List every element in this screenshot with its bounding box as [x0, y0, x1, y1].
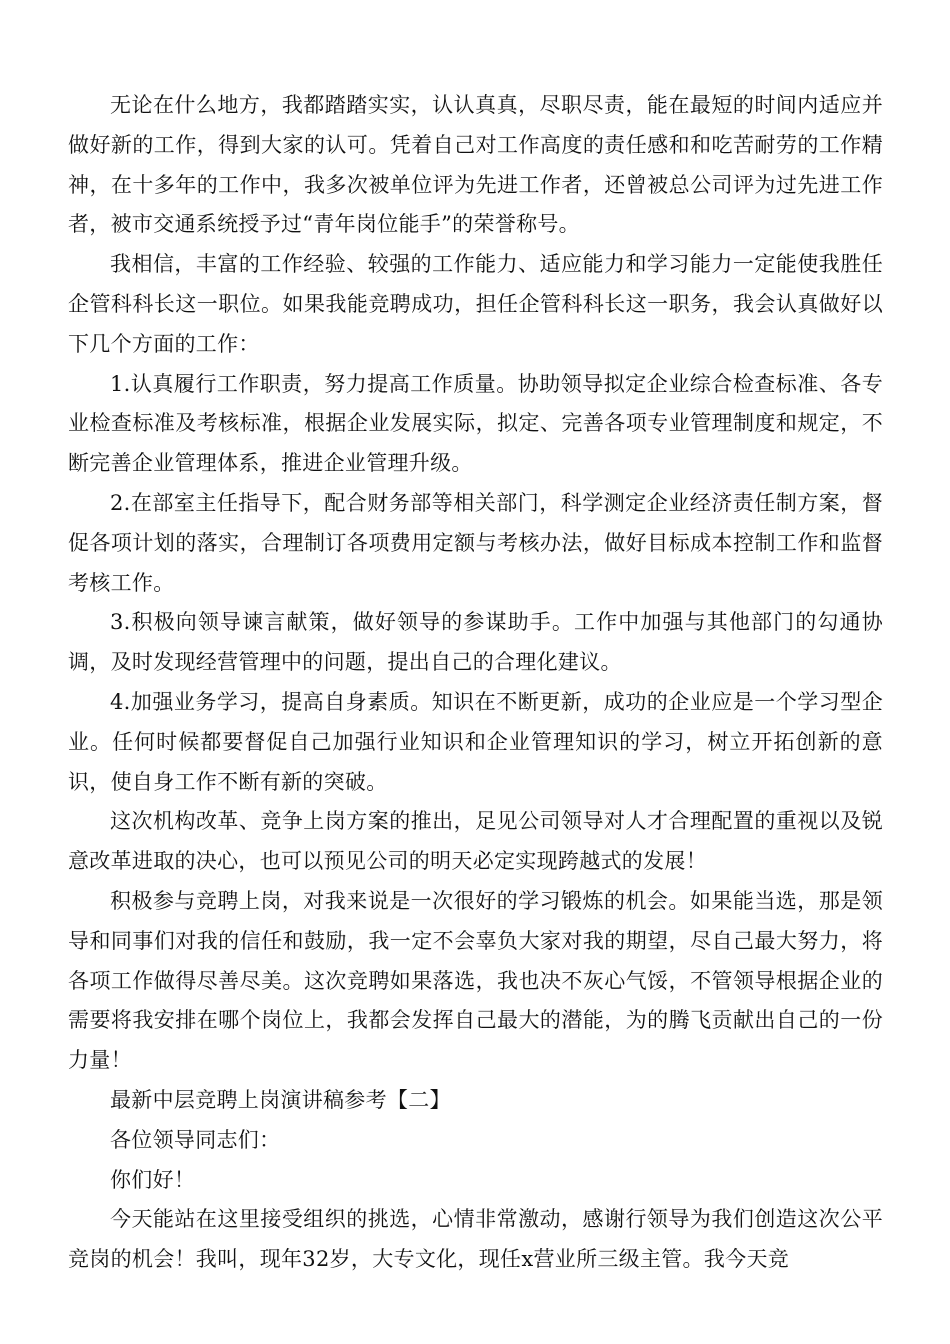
paragraph-item-2: 2.在部室主任指导下，配合财务部等相关部门，科学测定企业经济责任制方案，督促各项计划的落实，合理制订各项费用定额与考核办法，做好目标成本控制工作和监督考核工作。 — [68, 490, 883, 595]
paragraph-work-attitude: 无论在什么地方，我都踏踏实实，认认真真，尽职尽责，能在最短的时间内适应并做好新的工作，得到大家的认可。凭着自己对工作高度的责任感和和吃苦耐劳的工作精神，在十多年的工作中，我多次被单位评为先进工作者，还曾被总公司评为过先进工作者，被市交通系统授予过“青年岗位能手”的荣誉称号。 — [68, 93, 883, 237]
paragraph-participation: 积极参与竞聘上岗，对我来说是一次很好的学习锻炼的机会。如果能当选，那是领导和同事们对我的信任和鼓励，我一定不会辜负大家对我的期望，尽自己最大努力，将各项工作做得尽善尽美。这次竞聘如果落选，我也决不灰心气馁，不管领导根据企业的需要将我安排在哪个岗位上，我都会发挥自己最大的潜能，为的腾飞贡献出自己的一份力量！ — [68, 888, 883, 1073]
greeting-hello: 你们好！ — [110, 1167, 196, 1192]
paragraph-item-1: 1.认真履行工作职责，努力提高工作质量。协助领导拟定企业综合检查标准、各专业检查标准及考核标准，根据企业发展实际，拟定、完善各项专业管理制度和规定，不断完善企业管理体系，推进企业管理升级。 — [68, 371, 883, 476]
paragraph-introduction: 今天能站在这里接受组织的挑选，心情非常激动，感谢行领导为我们创造这次公平竞岗的机会！我叫，现年32岁，大专文化，现任x营业所三级主管。我今天竞 — [68, 1207, 883, 1272]
greeting-salutation: 各位领导同志们： — [110, 1127, 281, 1152]
section-heading-two: 最新中层竞聘上岗演讲稿参考【二】 — [110, 1087, 451, 1112]
paragraph-item-4: 4.加强业务学习，提高自身素质。知识在不断更新，成功的企业应是一个学习型企业。任何时候都要督促自己加强行业知识和企业管理知识的学习，树立开拓创新的意识，使自身工作不断有新的突破。 — [68, 689, 883, 794]
paragraph-confidence: 我相信，丰富的工作经验、较强的工作能力、适应能力和学习能力一定能使我胜任企管科科长这一职位。如果我能竞聘成功，担任企管科科长这一职务，我会认真做好以下几个方面的工作： — [68, 252, 883, 356]
document-body — [68, 86, 883, 1280]
paragraph-reform: 这次机构改革、竞争上岗方案的推出，足见公司领导对人才合理配置的重视以及锐意改革进取的决心，也可以预见公司的明天必定实现跨越式的发展！ — [68, 809, 883, 874]
paragraph-item-3: 3.积极向领导谏言献策，做好领导的参谋助手。工作中加强与其他部门的勾通协调，及时发现经营管理中的问题，提出自己的合理化建议。 — [68, 610, 883, 675]
